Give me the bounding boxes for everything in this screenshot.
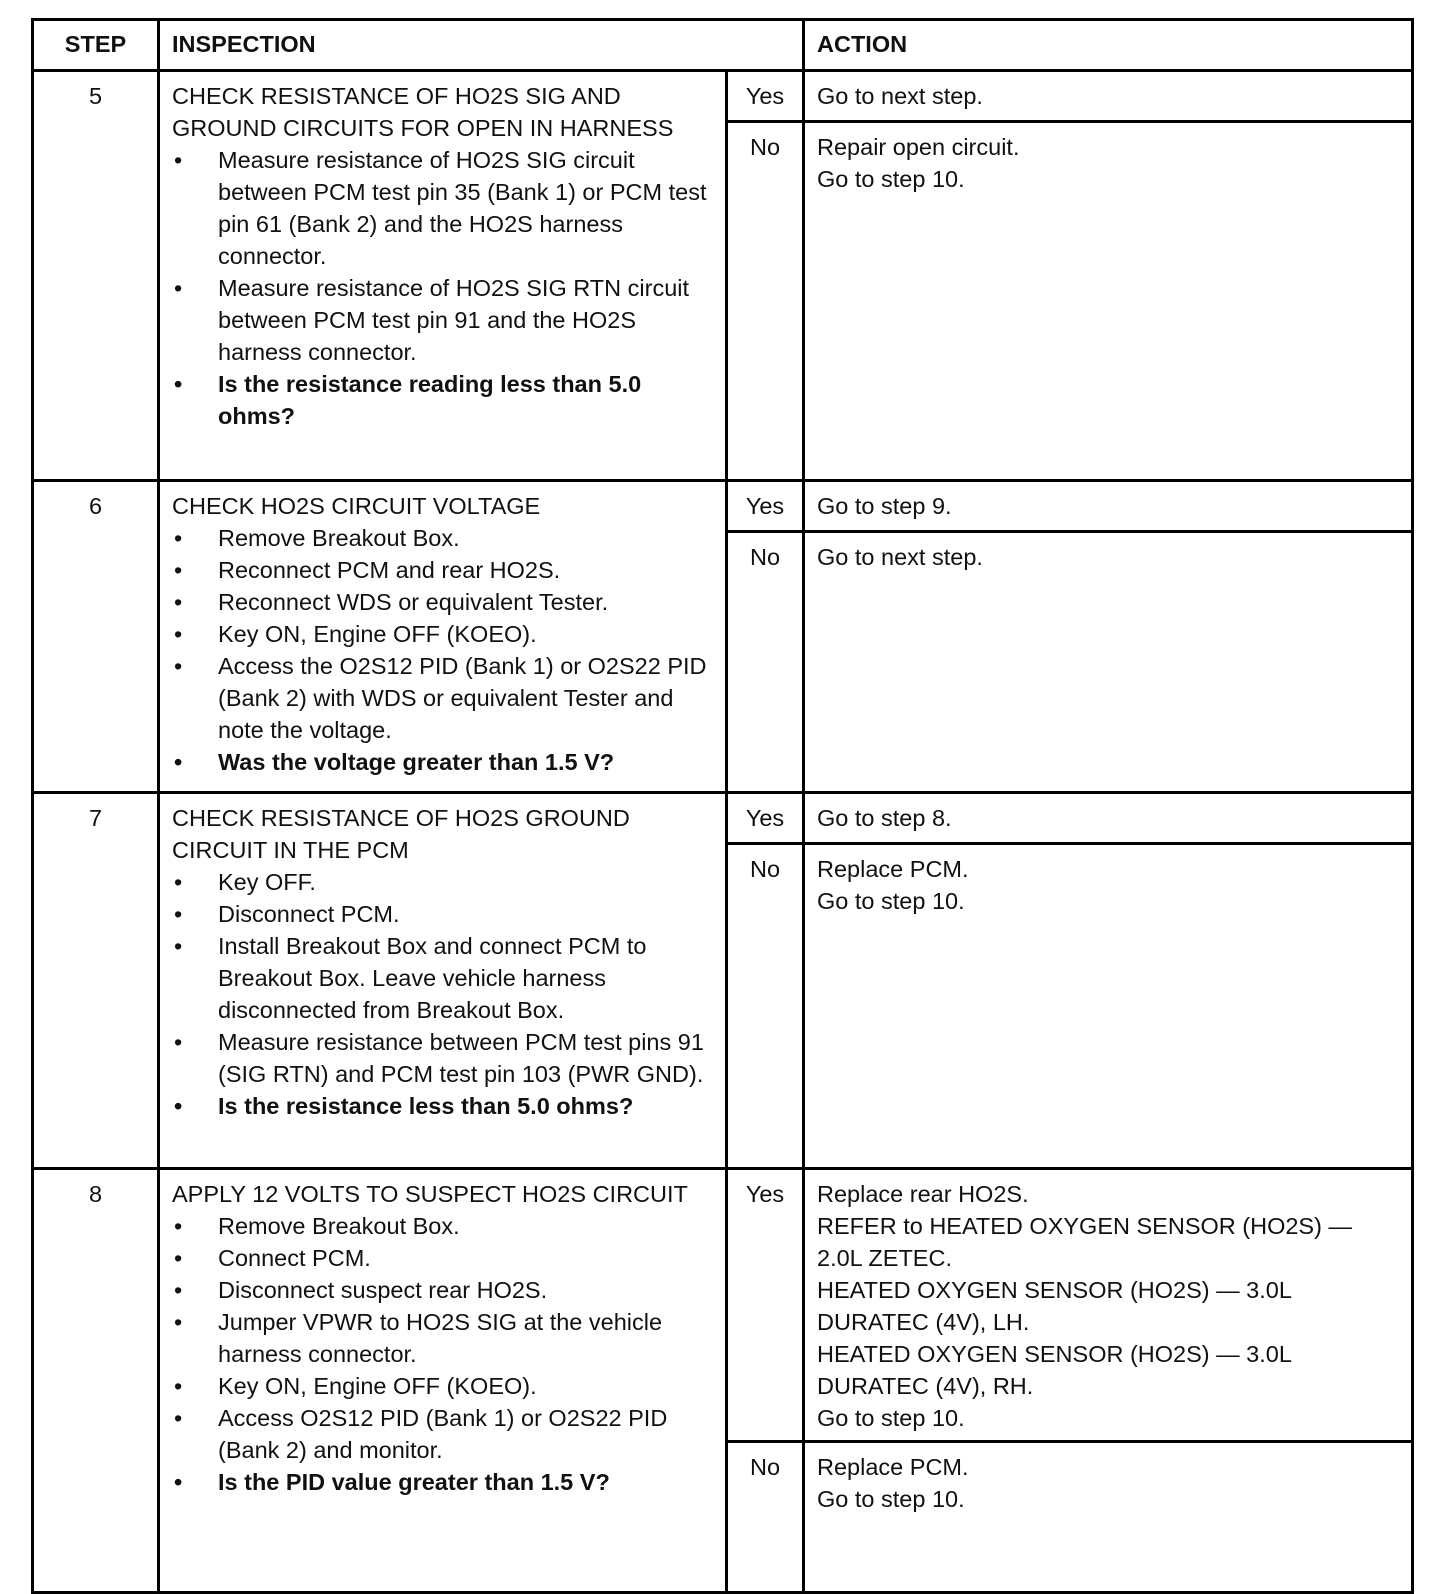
step-row — [33, 481, 1413, 532]
step-number: 7 — [33, 793, 159, 1169]
step-number: 5 — [33, 71, 159, 481]
inspection-cell — [159, 793, 727, 1169]
inspection-bullets — [172, 522, 715, 778]
action-line: Go to step 8. — [817, 805, 952, 831]
inspection-bullets — [172, 1210, 715, 1498]
inspection-cell — [159, 481, 727, 793]
answer-yes: Yes — [727, 71, 804, 122]
answer-no: No — [727, 1442, 804, 1593]
inspection-cell — [159, 1169, 727, 1593]
action-line: Go to step 10. — [817, 166, 965, 192]
action-line: Replace rear HO2S. — [817, 1181, 1029, 1207]
action-line: Go to step 10. — [817, 888, 965, 914]
inspection-bullet: • Key OFF. — [172, 866, 715, 898]
inspection-title: CHECK RESISTANCE OF HO2S SIG AND GROUND CIRCUITS FOR OPEN IN HARNESS — [172, 83, 674, 141]
inspection-bullet: • Key ON, Engine OFF (KOEO). — [172, 618, 715, 650]
inspection-bullet: • Remove Breakout Box. — [172, 1210, 715, 1242]
inspection-bullets — [172, 144, 715, 432]
inspection-bullet: • Connect PCM. — [172, 1242, 715, 1274]
diagnostic-table — [31, 18, 1414, 1594]
action-line: Replace PCM. — [817, 1454, 969, 1480]
action-line: Go to step 10. — [817, 1486, 965, 1512]
inspection-cell — [159, 71, 727, 481]
answer-yes: Yes — [727, 793, 804, 844]
header-inspection: INSPECTION — [159, 20, 804, 71]
inspection-title: CHECK RESISTANCE OF HO2S GROUND CIRCUIT IN THE PCM — [172, 805, 630, 863]
action-line: Go to step 9. — [817, 493, 952, 519]
action-line: HEATED OXYGEN SENSOR (HO2S) — 3.0L DURATEC (4V), LH. — [817, 1277, 1292, 1335]
inspection-bullet: • Reconnect WDS or equivalent Tester. — [172, 586, 715, 618]
inspection-bullet: • Measure resistance of HO2S SIG circuit between PCM test pin 35 (Bank 1) or PCM test pin 61 (Bank 2) and the HO2S harness connector. — [172, 144, 715, 272]
action-line: HEATED OXYGEN SENSOR (HO2S) — 3.0L DURATEC (4V), RH. — [817, 1341, 1292, 1399]
inspection-bullet: • Remove Breakout Box. — [172, 522, 715, 554]
step-row — [33, 71, 1413, 122]
inspection-bullet: • Access O2S12 PID (Bank 1) or O2S22 PID (Bank 2) and monitor. — [172, 1402, 715, 1466]
inspection-question: • Is the resistance less than 5.0 ohms? — [172, 1090, 715, 1122]
answer-yes: Yes — [727, 1169, 804, 1442]
inspection-bullet: • Measure resistance of HO2S SIG RTN circuit between PCM test pin 91 and the HO2S harness connector. — [172, 272, 715, 368]
action-line: Replace PCM. — [817, 856, 969, 882]
inspection-bullet: • Key ON, Engine OFF (KOEO). — [172, 1370, 715, 1402]
action-no — [804, 844, 1413, 1169]
inspection-bullets — [172, 866, 715, 1122]
step-number: 6 — [33, 481, 159, 793]
inspection-bullet: • Access the O2S12 PID (Bank 1) or O2S22 PID (Bank 2) with WDS or equivalent Tester and note the voltage. — [172, 650, 715, 746]
inspection-bullet: • Reconnect PCM and rear HO2S. — [172, 554, 715, 586]
header-row — [33, 20, 1413, 71]
step-row — [33, 1169, 1413, 1442]
action-yes — [804, 793, 1413, 844]
answer-no: No — [727, 122, 804, 481]
action-yes — [804, 1169, 1413, 1442]
answer-yes: Yes — [727, 481, 804, 532]
inspection-question: • Is the resistance reading less than 5.0 ohms? — [172, 368, 715, 432]
inspection-title: APPLY 12 VOLTS TO SUSPECT HO2S CIRCUIT — [172, 1181, 688, 1207]
action-no — [804, 532, 1413, 793]
inspection-title: CHECK HO2S CIRCUIT VOLTAGE — [172, 493, 541, 519]
inspection-bullet: • Disconnect suspect rear HO2S. — [172, 1274, 715, 1306]
step-number: 8 — [33, 1169, 159, 1593]
action-line: Repair open circuit. — [817, 134, 1020, 160]
action-yes — [804, 481, 1413, 532]
inspection-bullet: • Jumper VPWR to HO2S SIG at the vehicle harness connector. — [172, 1306, 715, 1370]
action-line: Go to next step. — [817, 83, 983, 109]
answer-no: No — [727, 532, 804, 793]
inspection-question: • Is the PID value greater than 1.5 V? — [172, 1466, 715, 1498]
header-step: STEP — [33, 20, 159, 71]
action-no — [804, 122, 1413, 481]
action-line: Go to step 10. — [817, 1405, 965, 1431]
action-no — [804, 1442, 1413, 1593]
action-line: REFER to HEATED OXYGEN SENSOR (HO2S) — 2.0L ZETEC. — [817, 1213, 1352, 1271]
table-body — [33, 71, 1413, 1593]
step-row — [33, 793, 1413, 844]
action-yes — [804, 71, 1413, 122]
inspection-bullet: • Install Breakout Box and connect PCM to Breakout Box. Leave vehicle harness disconnected from Breakout Box. — [172, 930, 715, 1026]
inspection-bullet: • Measure resistance between PCM test pins 91 (SIG RTN) and PCM test pin 103 (PWR GND). — [172, 1026, 715, 1090]
diagnostic-procedure-sheet — [31, 18, 1414, 1594]
answer-no: No — [727, 844, 804, 1169]
inspection-bullet: • Disconnect PCM. — [172, 898, 715, 930]
inspection-question: • Was the voltage greater than 1.5 V? — [172, 746, 715, 778]
header-action: ACTION — [804, 20, 1413, 71]
action-line: Go to next step. — [817, 544, 983, 570]
